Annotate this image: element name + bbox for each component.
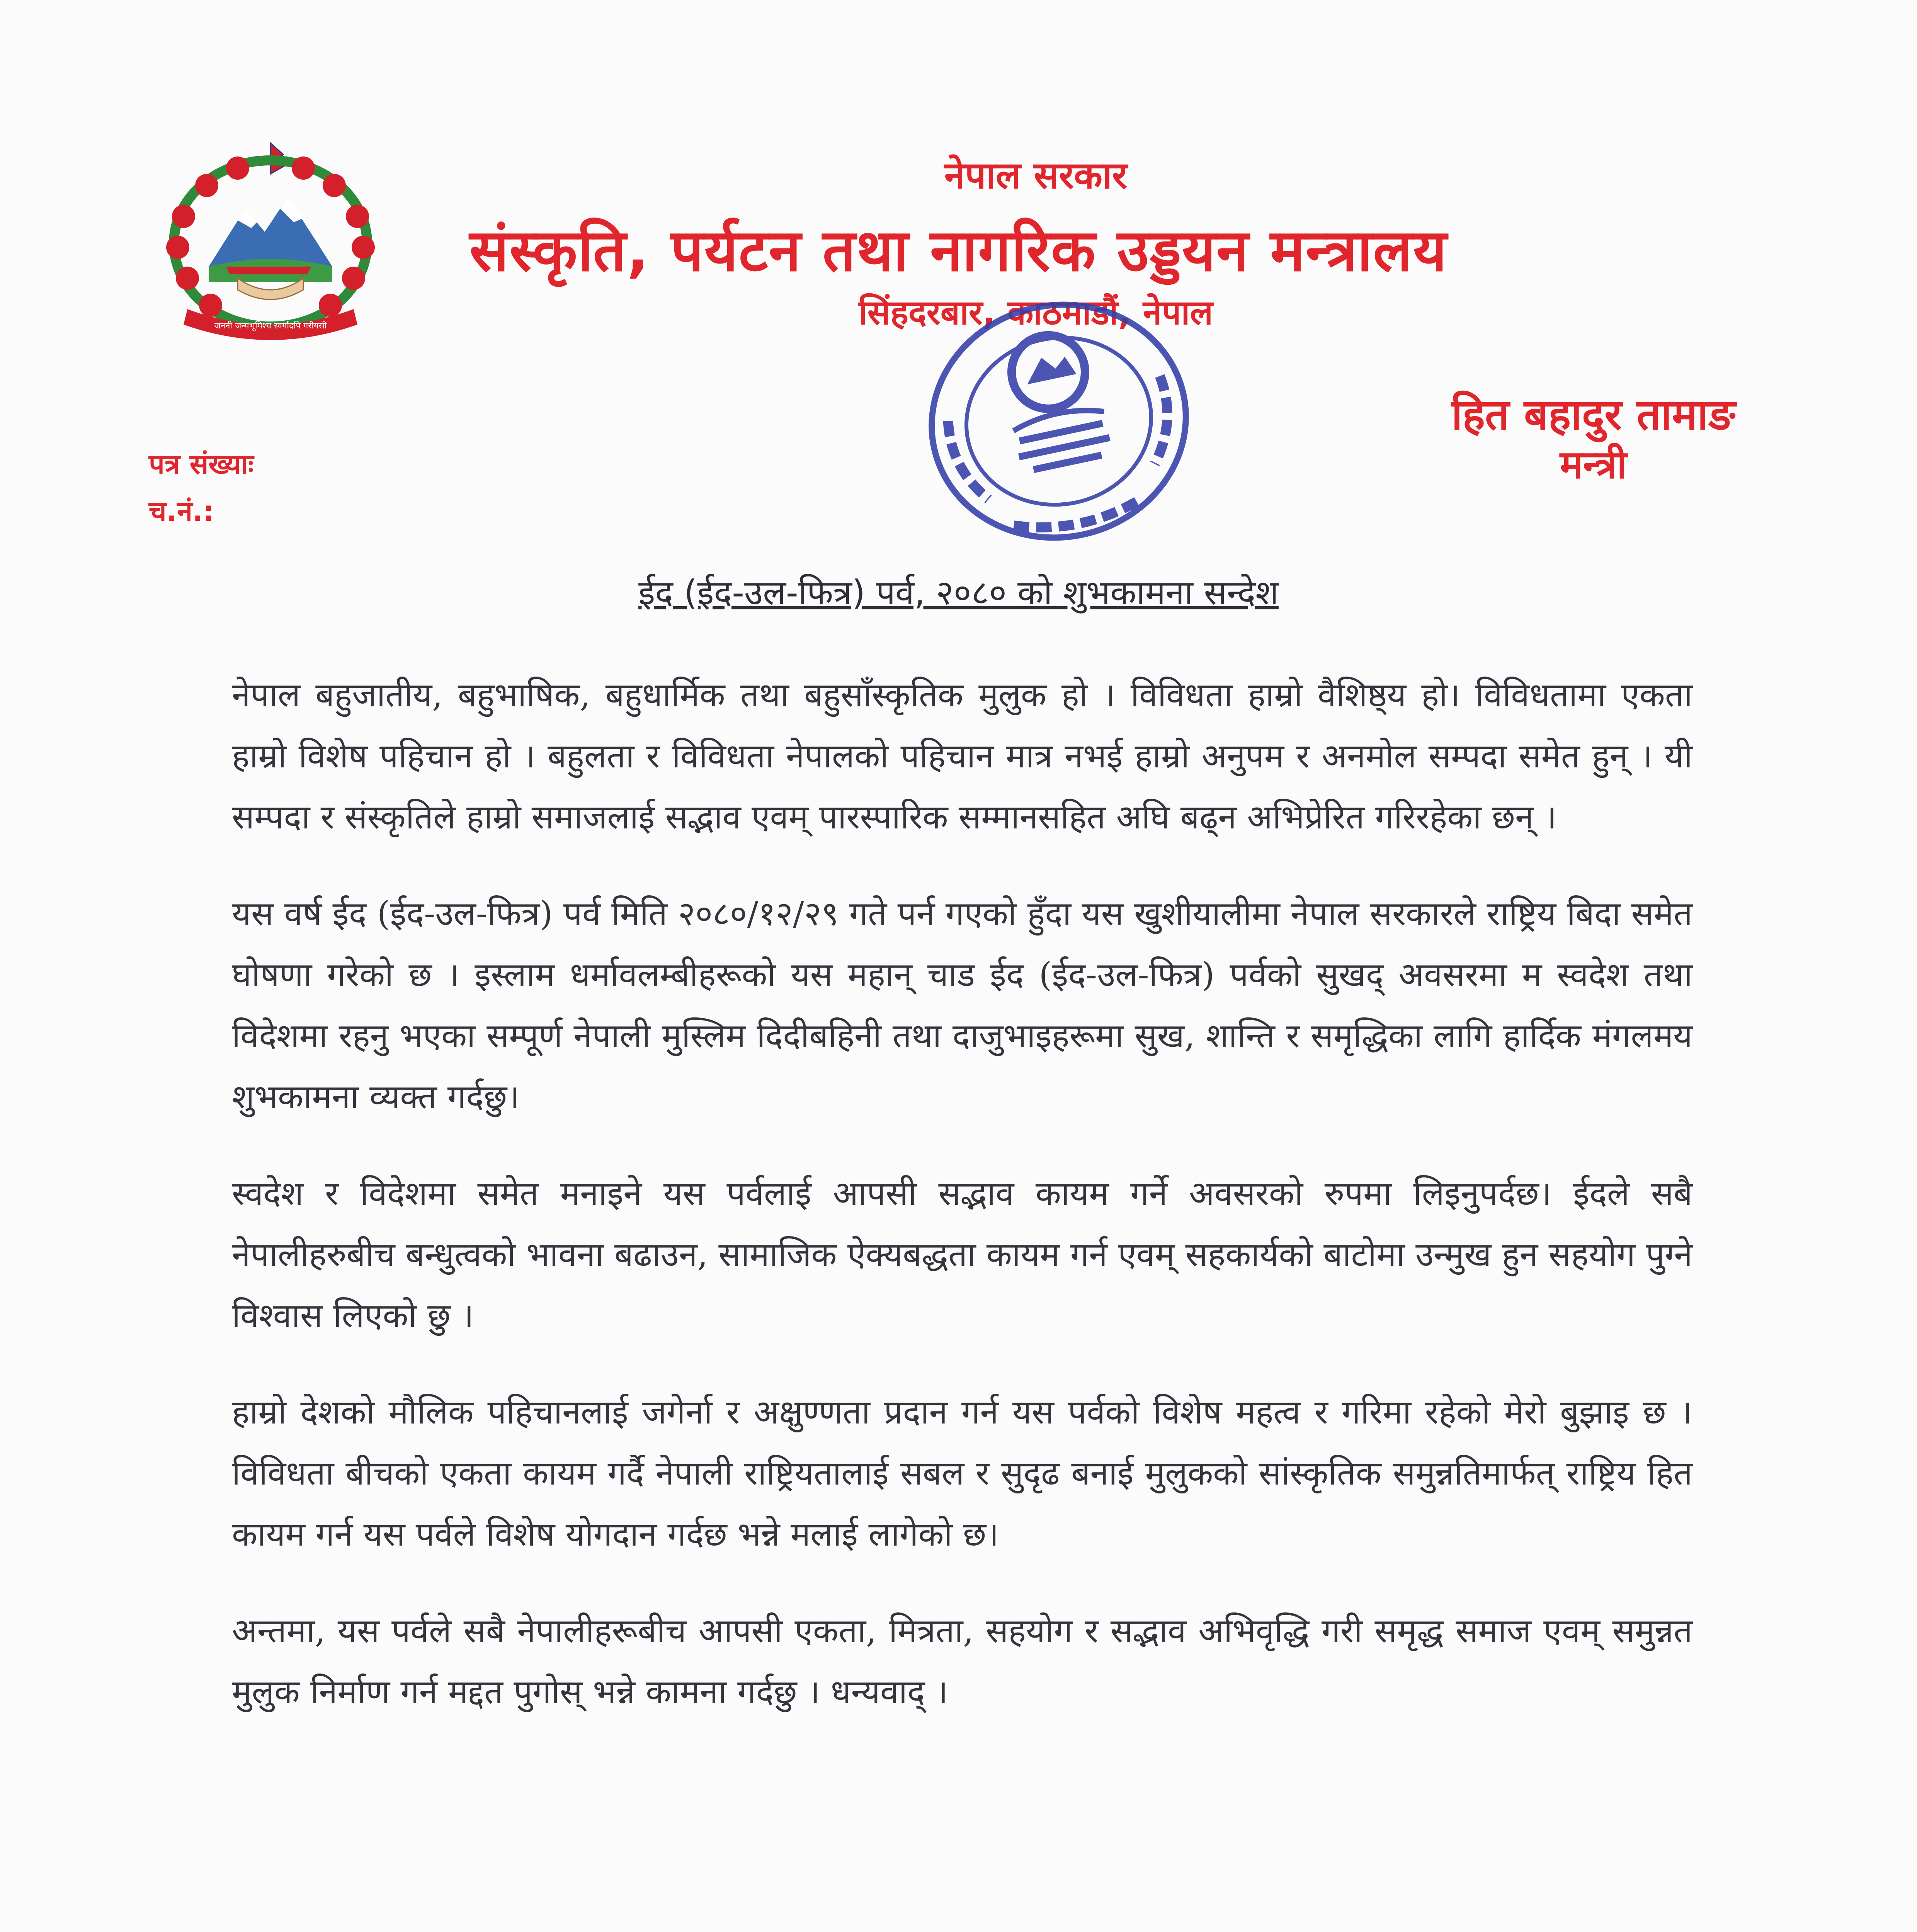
letter-body [232, 665, 1692, 1758]
paragraph: नेपाल बहुजातीय, बहुभाषिक, बहुधार्मिक तथा बहुसाँस्कृतिक मुलुक हो । विविधता हाम्रो वैशिष्ठ्य हो। विविधतामा एकता हाम्रो विशेष पहिचान हो । बहुलता र विविधता नेपालको पहिचान मात्र नभई हाम्रो अनुपम र अनमोल सम्पदा समेत हुन् । यी सम्पदा र संस्कृतिले हाम्रो समाजलाई सद्भाव एवम् पारस्पारिक सम्मानसहित अघि बढ्न अभिप्रेरित गरिरहेका छन् । [232, 676, 1692, 837]
letter-subject: ईद (ईद-उल-फित्र) पर्व, २०८० को शुभकामना सन्देश [638, 573, 1279, 612]
reference-fields [149, 440, 253, 535]
minister-title: मन्त्री [1560, 442, 1627, 487]
paragraph: अन्तमा, यस पर्वले सबै नेपालीहरूबीच आपसी एकता, मित्रता, सहयोग र सद्भाव अभिवृद्धि गरी समृद्ध समाज एवम् समुन्नत मुलुक निर्माण गर्न मद्दत पुगोस् भन्ने कामना गर्दछु । धन्यवाद् । [232, 1612, 1692, 1711]
dispatch-number-label: च.नं.: [149, 495, 214, 528]
minister-name: हित बहादुर तामाङ [1451, 390, 1735, 439]
minister-header [1451, 388, 1735, 488]
ministry-name: संस्कृति, पर्यटन तथा नागरिक उड्डयन मन्त्रालय [469, 217, 1448, 284]
ministry-round-seal-icon [885, 282, 1233, 560]
paragraph: स्वदेश र विदेशमा समेत मनाइने यस पर्वलाई आपसी सद्भाव कायम गर्ने अवसरको रुपमा लिइनुपर्दछ। ईदले सबै नेपालीहरुबीच बन्धुत्वको भावना बढाउन, सामाजिक ऐक्यबद्धता कायम गर्न एवम् सहकार्यको बाटोमा उन्मुख हुन सहयोग पुग्ने विश्वास लिएको छु । [232, 1174, 1692, 1335]
svg-text:जननी जन्मभूमिश्च स्वर्गादपि गर: जननी जन्मभूमिश्च स्वर्गादपि गरीयसी [214, 321, 327, 331]
ministry-address: सिंहदरबार, काठमाडौं, नेपाल [859, 293, 1213, 332]
letter-number-label: पत्र संख्याः [149, 448, 254, 480]
paragraph: यस वर्ष ईद (ईद-उल-फित्र) पर्व मिति २०८०/१२/२९ गते पर्न गएको हुँदा यस खुशीयालीमा नेपाल सरकारले राष्ट्रिय बिदा समेत घोषणा गरेको छ । इस्लाम धर्मावलम्बीहरूको यस महान् चाड ईद (ईद-उल-फित्र) पर्वको सुखद् अवसरमा म स्वदेश तथा विदेशमा रहनु भएका सम्पूर्ण नेपाली मुस्लिम दिदीबहिनी तथा दाजुभाइहरूमा सुख, शान्ति र समृद्धिका लागि हार्दिक मंगलमय शुभकामना व्यक्त गर्दछु। [232, 895, 1692, 1116]
government-name: नेपाल सरकार [944, 154, 1128, 197]
paragraph: हाम्रो देशको मौलिक पहिचानलाई जगेर्ना र अक्षुण्णता प्रदान गर्न यस पर्वको विशेष महत्व र गरिमा रहेको मेरो बुझाइ छ । विविधता बीचको एकता कायम गर्दै नेपाली राष्ट्रियतालाई सबल र सुदृढ बनाई मुलुकको सांस्कृतिक समुन्नतिमार्फत् राष्ट्रिय हित कायम गर्न यस पर्वले विशेष योगदान गर्दछ भन्ने मलाई लागेको छ। [232, 1393, 1692, 1554]
